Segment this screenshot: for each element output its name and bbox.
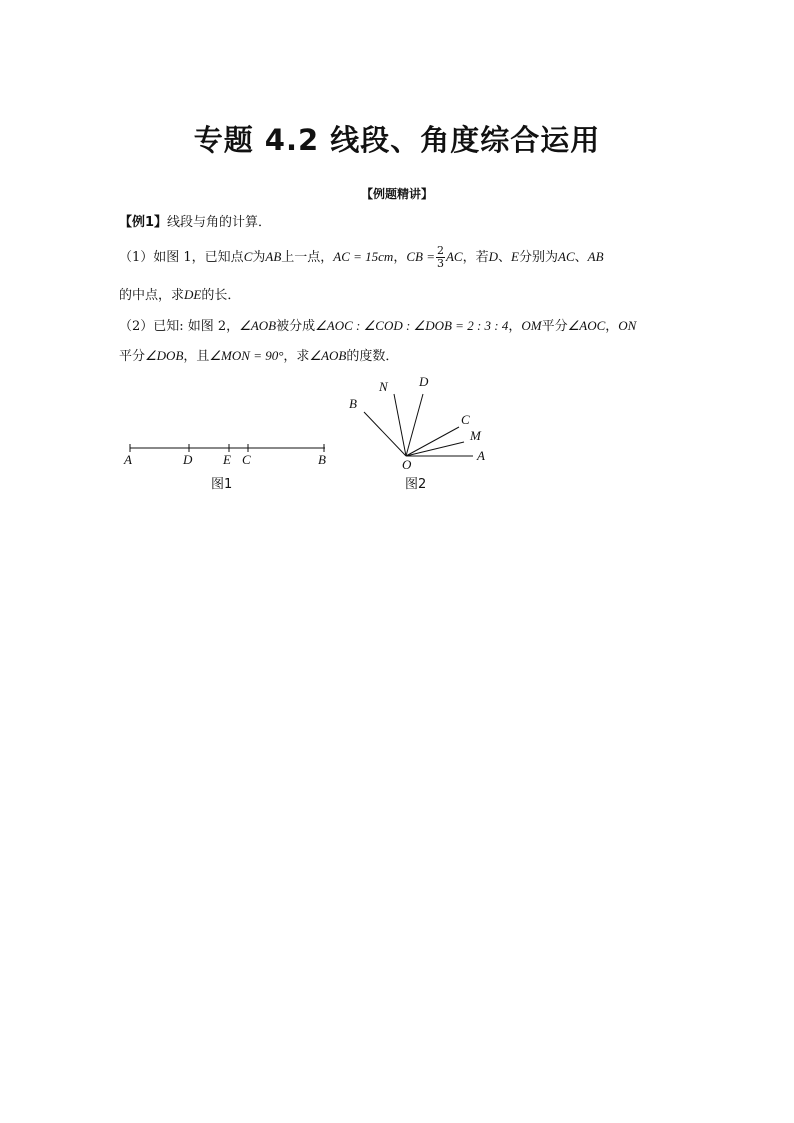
example-tag: 【例1】 [119,215,168,230]
formula: AC = 15cm [333,249,394,264]
var: ON [618,318,637,333]
ray-label-d: D [419,374,429,389]
text: 为 [252,250,266,265]
var: C [243,249,253,264]
figure-1-caption: 图1 [211,477,233,492]
formula: ∠AOC : ∠COD : ∠DOB = 2 : 3 : 4 [315,318,509,333]
text: ，若 [462,250,489,265]
formula: CB = [406,249,435,264]
text: ， [508,319,522,334]
ray-om [406,442,464,456]
point-label-a: A [124,452,132,467]
text: （2）已知: 如图 2， [119,319,240,334]
point-label-b: B [318,452,326,467]
part2-line2 [119,345,398,364]
text: 的中点，求 [119,288,185,303]
text: ， [605,319,619,334]
figure-1 [110,430,350,495]
figure-2-caption: 图2 [405,477,427,492]
figure-2 [340,370,510,495]
var: AC [445,249,463,264]
ray-label-c: C [461,412,470,427]
formula: ∠AOC [567,318,606,333]
text: 被分成 [276,319,316,334]
formula: ∠DOB [145,348,184,363]
formula: ∠MON = 90° [209,348,284,363]
example-topic: 线段与角的计算． [167,215,272,230]
point-label-d: D [183,452,193,467]
var: E [511,249,519,264]
fraction-denominator: 3 [436,257,444,270]
formula: ∠AOB [239,318,277,333]
text: 的度数． [346,349,399,364]
text: 平分 [541,319,568,334]
text: 的长． [201,288,241,303]
text: （1）如图 1，已知点 [119,250,244,265]
ray-label-m: M [470,428,481,443]
var: D [488,249,499,264]
part2-line1 [119,315,636,334]
var: OM [521,318,542,333]
ray-ob [364,412,406,456]
text: ，求 [283,349,310,364]
ray-label-b: B [349,396,357,411]
vertex-label-o: O [402,457,412,472]
text: ， [393,250,407,265]
ray-on [394,394,406,456]
text: ，且 [183,349,210,364]
text: 平分 [119,349,146,364]
var: AB [587,249,604,264]
text: 、 [498,250,512,265]
var: AB [265,249,282,264]
point-label-e: E [223,452,231,467]
section-heading: 【例题精讲】 [360,187,433,201]
ray-label-a: A [477,448,485,463]
example-line [119,211,271,230]
ray-oc [406,427,459,456]
var: DE [184,287,202,302]
ray-label-n: N [379,379,388,394]
part1-line1 [119,245,604,270]
fraction [436,245,445,270]
text: 分别为 [518,250,558,265]
text: 、 [574,250,588,265]
part1-line2 [119,284,240,303]
page-title: 专题 4.2 线段、角度综合运用 [193,123,601,157]
ray-od [406,394,423,456]
formula: ∠AOB [309,348,347,363]
var: AC [558,249,575,264]
text: 上一点， [281,250,334,265]
fraction-numerator: 2 [436,244,444,257]
point-label-c: C [242,452,251,467]
